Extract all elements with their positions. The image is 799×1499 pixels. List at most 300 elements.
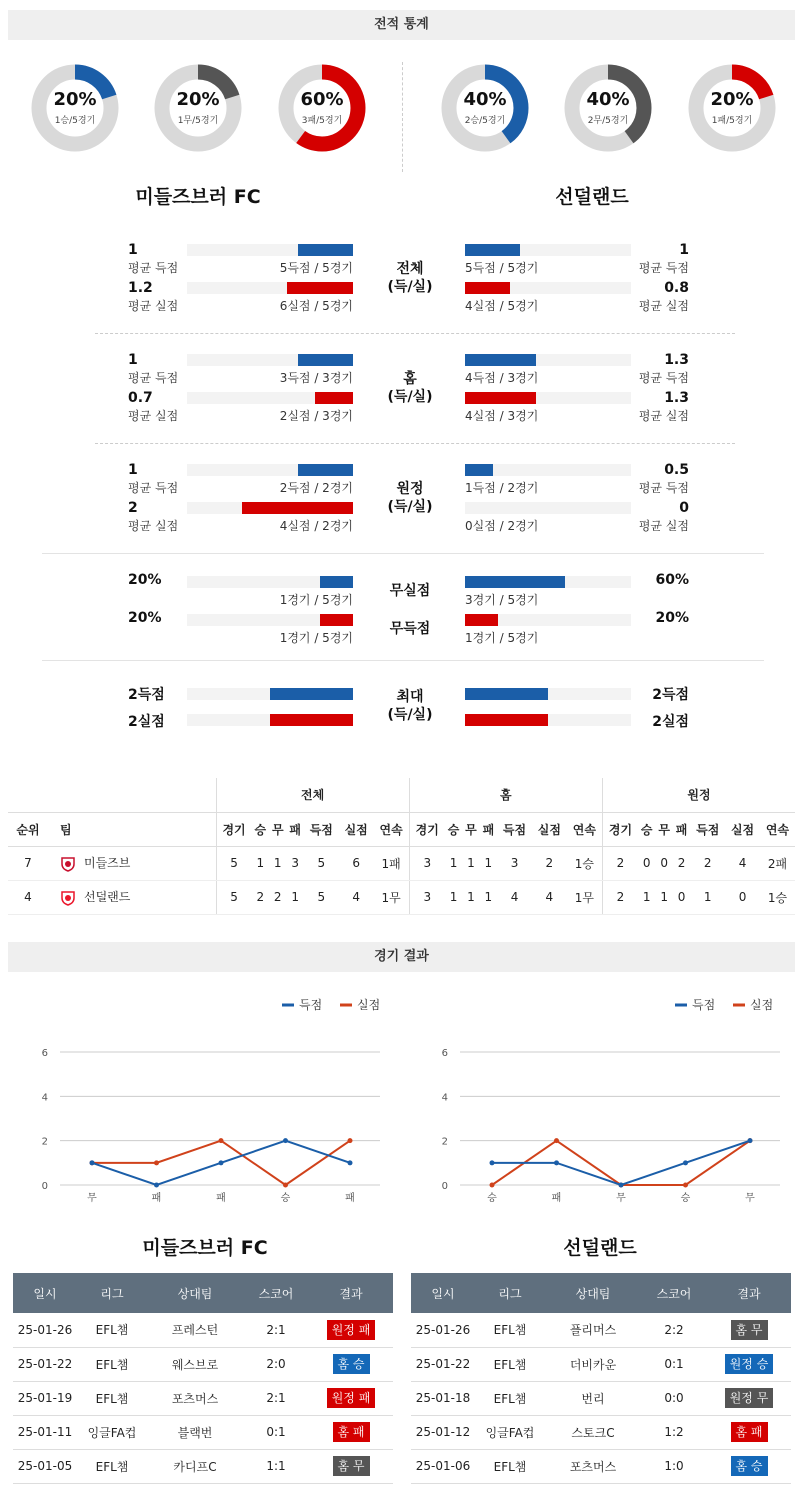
- home-no_score-bar: [320, 614, 353, 626]
- standings-cell: 2: [602, 846, 638, 880]
- standings-cell: 4: [497, 880, 532, 914]
- chart-x-tick: 패: [345, 1193, 355, 1204]
- chart-point: [154, 1160, 159, 1165]
- chart-x-tick: 패: [216, 1193, 226, 1204]
- away-avg-for-label: 평균 득점: [638, 481, 689, 495]
- standings-cell: 2: [673, 846, 690, 880]
- standings-cell: 3: [286, 846, 303, 880]
- chart-y-tick: 2: [441, 1136, 448, 1148]
- standings-cell: 1승: [760, 880, 795, 914]
- away-donut-sub: 2무/5경기: [587, 116, 629, 126]
- result-badge: 홈 무: [731, 1320, 768, 1340]
- chart-point: [554, 1138, 559, 1143]
- home-for-bar: [298, 244, 353, 256]
- standings-cell: 6: [339, 846, 374, 880]
- standings-cell: 5: [216, 846, 252, 880]
- away-max-for-bar: [465, 688, 548, 700]
- standings-subheader: 승: [445, 812, 462, 846]
- home-against-bar: [242, 502, 353, 514]
- result-league: EFL챔: [77, 1449, 147, 1483]
- chart-y-tick: 0: [41, 1181, 48, 1192]
- away-avg-against-label: 평균 실점: [638, 409, 689, 423]
- chart-point: [748, 1138, 753, 1143]
- result-cell: [707, 1415, 791, 1449]
- result-opponent: 프레스턴: [147, 1313, 243, 1347]
- stat-group-label: 전체 (득/실): [387, 261, 433, 295]
- standings-group-away: 원정: [602, 778, 795, 812]
- donut-divider: [402, 62, 403, 172]
- results-col-header: 결과: [707, 1273, 791, 1313]
- home-avg-for-label: 평균 득점: [128, 481, 179, 495]
- standings-cell: 3: [497, 846, 532, 880]
- result-league: EFL챔: [475, 1381, 545, 1415]
- standings-cell: 1무: [374, 880, 410, 914]
- standings-subheader: 패: [480, 812, 497, 846]
- result-opponent: 웨스브로: [147, 1347, 243, 1381]
- no_score-label: 무득점: [389, 621, 431, 637]
- home-donut-3: [277, 63, 367, 153]
- away-no_score-bar: [465, 614, 498, 626]
- result-opponent: 카디프C: [147, 1449, 243, 1483]
- home-for-sub: 3득점 / 3경기: [279, 371, 353, 385]
- away-avg-for-label: 평균 득점: [638, 371, 689, 385]
- chart-series-line-득점: [492, 1141, 750, 1185]
- home-results-table: [13, 1273, 393, 1484]
- result-row: [411, 1381, 791, 1415]
- standings-cell: 1: [269, 846, 286, 880]
- standings-cell: 1: [462, 846, 479, 880]
- standings-subheader: 실점: [532, 812, 567, 846]
- standings-subheader: 득점: [690, 812, 725, 846]
- stats-section-title: 전적 통계: [8, 10, 795, 40]
- chart-x-tick: 승: [487, 1193, 497, 1204]
- standings-cell: 2패: [760, 846, 795, 880]
- chart-x-tick: 패: [551, 1193, 562, 1204]
- standings-cell: 1무: [567, 880, 603, 914]
- result-cell: [707, 1347, 791, 1381]
- stat-divider: [95, 333, 735, 334]
- chart-point: [554, 1160, 559, 1165]
- home-max-against: 2실점: [128, 714, 165, 730]
- result-score: 1:0: [641, 1449, 707, 1483]
- results-col-header: 결과: [309, 1273, 393, 1313]
- away-against-sub: 4실점 / 3경기: [465, 409, 539, 423]
- result-badge: 홈 패: [731, 1422, 768, 1442]
- chart-y-tick: 4: [441, 1092, 448, 1104]
- result-opponent: 포츠머스: [545, 1449, 641, 1483]
- result-date: 25-01-06: [411, 1449, 475, 1483]
- chart-y-tick: 4: [41, 1092, 48, 1104]
- away-max-against: 2실점: [652, 714, 689, 730]
- result-opponent: 번리: [545, 1381, 641, 1415]
- result-cell: [707, 1381, 791, 1415]
- result-badge: 원정 패: [327, 1320, 376, 1340]
- away-max-against-bar: [465, 714, 548, 726]
- away-form-chart: [400, 990, 799, 1210]
- away-avg-for-label: 평균 득점: [638, 261, 689, 275]
- stat-divider: [42, 660, 764, 661]
- home-avg-for: 1: [128, 462, 138, 478]
- standings-subheader: 경기: [216, 812, 252, 846]
- result-cell: [707, 1313, 791, 1347]
- home-for-sub: 5득점 / 5경기: [279, 261, 353, 275]
- standings-rank: 4: [8, 880, 48, 914]
- chart-y-tick: 2: [41, 1136, 48, 1148]
- results-col-header: 리그: [77, 1273, 147, 1313]
- away-for-sub: 1득점 / 2경기: [465, 481, 539, 495]
- away-avg-for: 1.3: [664, 352, 689, 368]
- standings-cell: 1승: [567, 846, 603, 880]
- away-avg-for: 1: [679, 242, 689, 258]
- standings-cell: 2: [269, 880, 286, 914]
- away-donut-1: [440, 63, 530, 153]
- result-opponent: 스토크C: [545, 1415, 641, 1449]
- standings-cell: 1: [480, 846, 497, 880]
- standings-group-home: 홈: [409, 778, 602, 812]
- home-no_concede-bar: [320, 576, 353, 588]
- away-avg-against-label: 평균 실점: [638, 299, 689, 313]
- results-col-header: 스코어: [243, 1273, 309, 1313]
- standings-team-cell: [48, 846, 216, 880]
- results-col-header: 상대팀: [147, 1273, 243, 1313]
- chart-x-tick: 승: [680, 1193, 691, 1204]
- standings-cell: 2: [532, 846, 567, 880]
- away-donut-sub: 2승/5경기: [464, 116, 506, 126]
- results-section-title: 경기 결과: [8, 942, 795, 972]
- team-crest-icon: [60, 856, 76, 872]
- standings-cell: 1: [252, 846, 269, 880]
- result-badge: 원정 무: [725, 1388, 774, 1408]
- result-league: EFL챔: [77, 1347, 147, 1381]
- away-against-bar: [465, 282, 510, 294]
- chart-y-tick: 6: [441, 1048, 448, 1059]
- standings-cell: 1: [445, 846, 462, 880]
- standings-subheader: 승: [252, 812, 269, 846]
- result-league: EFL챔: [475, 1449, 545, 1483]
- home-form-chart: [0, 990, 400, 1210]
- result-badge: 홈 패: [333, 1422, 370, 1442]
- home-avg-for-label: 평균 득점: [128, 371, 179, 385]
- away-for-bar: [465, 244, 520, 256]
- result-league: 잉글FA컵: [77, 1415, 147, 1449]
- result-date: 25-01-19: [13, 1381, 77, 1415]
- standings-subheader: 연속: [760, 812, 795, 846]
- home-donut-pct: 20%: [53, 89, 97, 110]
- away-donut-pct: 20%: [710, 89, 754, 110]
- away-avg-against: 1.3: [664, 390, 689, 406]
- result-badge: 홈 승: [731, 1456, 768, 1476]
- results-col-header: 상대팀: [545, 1273, 641, 1313]
- standings-table: [8, 778, 795, 915]
- standings-subheader: 연속: [374, 812, 410, 846]
- standings-row: [8, 846, 795, 880]
- home-donut-1: [30, 63, 120, 153]
- result-opponent: 포츠머스: [147, 1381, 243, 1415]
- result-row: [13, 1347, 393, 1381]
- result-date: 25-01-22: [411, 1347, 475, 1381]
- home-for-sub: 2득점 / 2경기: [279, 481, 353, 495]
- chart-x-tick: 무: [616, 1193, 626, 1204]
- result-badge: 원정 패: [327, 1388, 376, 1408]
- result-cell: [309, 1347, 393, 1381]
- standings-subheader: 경기: [602, 812, 638, 846]
- away-max-for: 2득점: [652, 687, 689, 703]
- stat-group-label: 원정 (득/실): [387, 481, 433, 515]
- result-league: EFL챔: [77, 1313, 147, 1347]
- away-for-bar: [465, 354, 536, 366]
- home-avg-against: 0.7: [128, 390, 153, 406]
- away-for-sub: 4득점 / 3경기: [465, 371, 539, 385]
- standings-subheader: 득점: [304, 812, 339, 846]
- result-row: [411, 1449, 791, 1483]
- home-max-against-bar: [270, 714, 353, 726]
- away-team-name: 선덜랜드: [555, 186, 629, 208]
- home-donut-sub: 1무/5경기: [177, 116, 219, 126]
- standings-cell: 2: [690, 846, 725, 880]
- standings-cell: 1: [480, 880, 497, 914]
- away-donut-3: [687, 63, 777, 153]
- result-league: EFL챔: [77, 1381, 147, 1415]
- standings-subheader: 연속: [567, 812, 603, 846]
- away-avg-for: 0.5: [664, 462, 689, 478]
- home-donut-pct: 20%: [176, 89, 220, 110]
- chart-x-tick: 패: [151, 1193, 162, 1204]
- result-date: 25-01-05: [13, 1449, 77, 1483]
- home-no_score-sub: 1경기 / 5경기: [279, 631, 353, 645]
- away-avg-against-label: 평균 실점: [638, 519, 689, 533]
- result-date: 25-01-11: [13, 1415, 77, 1449]
- result-score: 0:0: [641, 1381, 707, 1415]
- results-col-header: 스코어: [641, 1273, 707, 1313]
- chart-point: [619, 1183, 624, 1188]
- chart-point: [490, 1160, 495, 1165]
- home-avg-against-label: 평균 실점: [128, 299, 179, 313]
- home-results-team-name: 미들즈브러 FC: [142, 1237, 268, 1259]
- max-label: 최대 (득/실): [387, 689, 433, 723]
- result-cell: [309, 1381, 393, 1415]
- home-donut-2: [153, 63, 243, 153]
- home-donut-sub: 1승/5경기: [54, 116, 96, 126]
- result-badge: 원정 승: [725, 1354, 774, 1374]
- result-cell: [309, 1415, 393, 1449]
- standings-cell: 1: [690, 880, 725, 914]
- standings-cell: 0: [673, 880, 690, 914]
- chart-point: [154, 1183, 159, 1188]
- home-against-sub: 2실점 / 3경기: [279, 409, 353, 423]
- legend-label: 득점: [692, 998, 716, 1012]
- standings-subheader: 실점: [339, 812, 374, 846]
- result-score: 1:1: [243, 1449, 309, 1483]
- result-badge: 홈 승: [333, 1354, 370, 1374]
- standings-subheader: 패: [673, 812, 690, 846]
- result-date: 25-01-26: [13, 1313, 77, 1347]
- home-avg-against-label: 평균 실점: [128, 519, 179, 533]
- standings-cell: 3: [409, 880, 445, 914]
- home-avg-against: 2: [128, 500, 138, 516]
- chart-point: [283, 1138, 288, 1143]
- away-for-bar: [465, 464, 493, 476]
- home-against-sub: 4실점 / 2경기: [279, 519, 353, 533]
- result-score: 0:1: [641, 1347, 707, 1381]
- result-cell: [707, 1449, 791, 1483]
- result-opponent: 블랙번: [147, 1415, 243, 1449]
- chart-y-tick: 6: [41, 1048, 48, 1059]
- home-avg-against-label: 평균 실점: [128, 409, 179, 423]
- results-col-header: 일시: [13, 1273, 77, 1313]
- result-opponent: 플리머스: [545, 1313, 641, 1347]
- result-league: EFL챔: [475, 1347, 545, 1381]
- no_concede-label: 무실점: [389, 583, 431, 599]
- standings-subheader: 승: [638, 812, 655, 846]
- stat-divider: [42, 553, 764, 554]
- away-no_score-pct: 20%: [655, 610, 689, 626]
- away-against-bar: [465, 392, 536, 404]
- standings-cell: 1: [462, 880, 479, 914]
- result-row: [411, 1347, 791, 1381]
- home-no_score-pct: 20%: [128, 610, 162, 626]
- result-row: [13, 1449, 393, 1483]
- standings-subheader: 득점: [497, 812, 532, 846]
- standings-cell: 1: [286, 880, 303, 914]
- home-no_concede-pct: 20%: [128, 572, 162, 588]
- away-results-table: [411, 1273, 791, 1484]
- results-col-header: 일시: [411, 1273, 475, 1313]
- home-for-bar: [298, 354, 353, 366]
- chart-point: [90, 1160, 95, 1165]
- standings-subheader: 실점: [725, 812, 760, 846]
- home-max-for: 2득점: [128, 687, 165, 703]
- result-row: [13, 1313, 393, 1347]
- legend-label: 실점: [750, 998, 774, 1012]
- result-league: EFL챔: [475, 1313, 545, 1347]
- stat-group-label: 홈 (득/실): [387, 371, 433, 405]
- chart-point: [219, 1160, 224, 1165]
- result-row: [13, 1415, 393, 1449]
- away-no_concede-bar: [465, 576, 565, 588]
- standings-cell: 1: [655, 880, 672, 914]
- away-avg-against: 0: [679, 500, 689, 516]
- chart-point: [348, 1138, 353, 1143]
- home-against-bar: [315, 392, 353, 404]
- chart-y-tick: 0: [441, 1181, 448, 1192]
- home-avg-for: 1: [128, 352, 138, 368]
- result-date: 25-01-12: [411, 1415, 475, 1449]
- standings-cell: 1: [638, 880, 655, 914]
- col-rank: 순위: [8, 812, 48, 846]
- standings-subheader: 무: [269, 812, 286, 846]
- standings-cell: 4: [532, 880, 567, 914]
- legend-label: 실점: [357, 998, 381, 1012]
- chart-point: [490, 1183, 495, 1188]
- result-score: 1:2: [641, 1415, 707, 1449]
- away-against-sub: 0실점 / 2경기: [465, 519, 539, 533]
- away-results-team-name: 선덜랜드: [563, 1237, 637, 1259]
- result-date: 25-01-22: [13, 1347, 77, 1381]
- home-against-sub: 6실점 / 5경기: [279, 299, 353, 313]
- chart-x-tick: 승: [280, 1193, 291, 1204]
- chart-point: [348, 1160, 353, 1165]
- chart-x-tick: 무: [745, 1193, 755, 1204]
- standings-team-name: 미들즈브: [84, 856, 131, 871]
- result-row: [13, 1381, 393, 1415]
- result-row: [411, 1415, 791, 1449]
- standings-cell: 1: [445, 880, 462, 914]
- away-no_concede-pct: 60%: [655, 572, 689, 588]
- home-team-name: 미들즈브러 FC: [135, 186, 261, 208]
- standings-subheader: 패: [286, 812, 303, 846]
- col-team: 팀: [48, 812, 216, 846]
- standings-cell: 5: [304, 880, 339, 914]
- away-no_concede-sub: 3경기 / 5경기: [465, 593, 539, 607]
- home-against-bar: [287, 282, 353, 294]
- away-no_score-sub: 1경기 / 5경기: [465, 631, 539, 645]
- result-badge: 홈 무: [333, 1456, 370, 1476]
- home-max-for-bar: [270, 688, 353, 700]
- chart-point: [283, 1183, 288, 1188]
- result-date: 25-01-26: [411, 1313, 475, 1347]
- result-score: 2:1: [243, 1313, 309, 1347]
- chart-point: [219, 1138, 224, 1143]
- standings-cell: 0: [725, 880, 760, 914]
- standings-cell: 4: [339, 880, 374, 914]
- results-col-header: 리그: [475, 1273, 545, 1313]
- standings-cell: 5: [304, 846, 339, 880]
- standings-team-name: 선덜랜드: [84, 890, 131, 905]
- stat-divider: [95, 443, 735, 444]
- away-for-sub: 5득점 / 5경기: [465, 261, 539, 275]
- result-score: 2:1: [243, 1381, 309, 1415]
- result-opponent: 더비카운: [545, 1347, 641, 1381]
- standings-cell: 5: [216, 880, 252, 914]
- home-donut-sub: 3패/5경기: [301, 116, 343, 126]
- home-no_concede-sub: 1경기 / 5경기: [279, 593, 353, 607]
- chart-point: [683, 1183, 688, 1188]
- chart-x-tick: 무: [87, 1193, 97, 1204]
- home-avg-for-label: 평균 득점: [128, 261, 179, 275]
- result-score: 2:0: [243, 1347, 309, 1381]
- home-for-bar: [298, 464, 353, 476]
- standings-cell: 3: [409, 846, 445, 880]
- standings-row: [8, 880, 795, 914]
- result-cell: [309, 1449, 393, 1483]
- legend-label: 득점: [299, 998, 323, 1012]
- standings-cell: 1패: [374, 846, 410, 880]
- standings-cell: 4: [725, 846, 760, 880]
- standings-team-cell: [48, 880, 216, 914]
- away-against-sub: 4실점 / 5경기: [465, 299, 539, 313]
- standings-subheader: 무: [655, 812, 672, 846]
- standings-cell: 0: [655, 846, 672, 880]
- standings-cell: 2: [252, 880, 269, 914]
- standings-subheader: 경기: [409, 812, 445, 846]
- away-donut-2: [563, 63, 653, 153]
- standings-cell: 2: [602, 880, 638, 914]
- away-avg-against: 0.8: [664, 280, 689, 296]
- home-avg-against: 1.2: [128, 280, 153, 296]
- away-donut-sub: 1패/5경기: [711, 116, 753, 126]
- result-league: 잉글FA컵: [475, 1415, 545, 1449]
- result-score: 2:2: [641, 1313, 707, 1347]
- result-date: 25-01-18: [411, 1381, 475, 1415]
- home-donut-pct: 60%: [300, 89, 344, 110]
- team-crest-icon: [60, 890, 76, 906]
- chart-point: [683, 1160, 688, 1165]
- standings-cell: 0: [638, 846, 655, 880]
- result-row: [411, 1313, 791, 1347]
- away-donut-pct: 40%: [586, 89, 630, 110]
- result-score: 0:1: [243, 1415, 309, 1449]
- standings-rank: 7: [8, 846, 48, 880]
